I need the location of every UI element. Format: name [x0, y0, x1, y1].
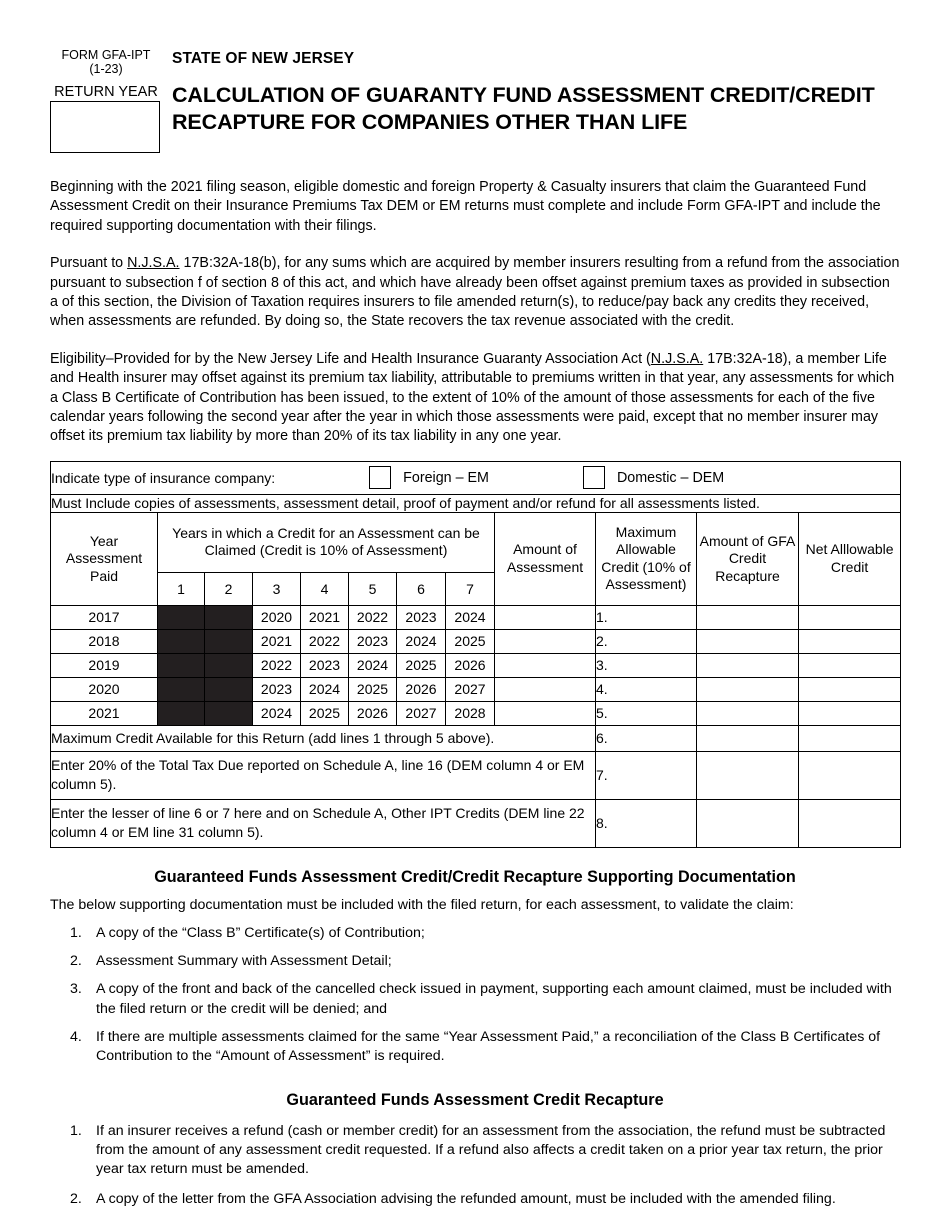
blacked-out-cell: [205, 701, 253, 725]
credit-year-4: 2022: [301, 629, 349, 653]
insurance-type-label: Indicate type of insurance company:: [51, 469, 276, 486]
table-header-row-top: [51, 512, 901, 572]
amount-of-assessment-input[interactable]: [495, 605, 596, 629]
form-number-block: [50, 48, 162, 76]
supporting-docs-list: [50, 924, 900, 1067]
credit-year-4: 2021: [301, 605, 349, 629]
credit-calculation-table: [50, 461, 901, 848]
supporting-docs-intro: The below supporting documentation must be included with the filed return, for each assessment, to validate the claim:: [50, 896, 794, 913]
blacked-out-cell: [158, 629, 205, 653]
credit-recapture-heading: Guaranteed Funds Assessment Credit Recapture: [286, 1090, 664, 1109]
credit-recapture-list: [50, 1122, 900, 1209]
must-include-text: Must Include copies of assessments, assessment detail, proof of payment and/or refund for all assessments listed.: [51, 494, 901, 512]
max-allowable-credit-input[interactable]: 5.: [596, 701, 697, 725]
blacked-out-cell: [158, 701, 205, 725]
summary-line-number-6[interactable]: 6.: [596, 725, 697, 751]
amount-of-assessment-input[interactable]: [495, 629, 596, 653]
net-allowable-credit-input[interactable]: [799, 653, 901, 677]
table-row: [51, 653, 901, 677]
summary-line-number-8[interactable]: 8.: [596, 799, 697, 847]
summary-value-a-7[interactable]: [697, 751, 799, 799]
foreign-em-option[interactable]: [369, 466, 489, 489]
table-row: [51, 677, 901, 701]
blacked-out-cell: [205, 653, 253, 677]
blacked-out-cell: [158, 653, 205, 677]
intro-paragraph-3: [50, 350, 900, 447]
header-net-allowable-credit: Net Alllowable Credit: [799, 512, 901, 605]
credit-year-5: 2023: [349, 629, 397, 653]
summary-row: [51, 725, 901, 751]
state-line: STATE OF NEW JERSEY: [172, 50, 355, 67]
year-assessment-paid: 2019: [51, 653, 158, 677]
table-row: [51, 605, 901, 629]
supporting-documentation-section: [50, 868, 900, 1067]
column-number-2: 2: [205, 572, 253, 605]
list-item: If there are multiple assessments claimed for the same “Year Assessment Paid,” a reconciliation of the Class B Certificates of Contribution to the “Amount of Assessment” is required.: [96, 1029, 881, 1065]
credit-year-3: 2023: [253, 677, 301, 701]
header-maximum-allowable-credit: Maximum Allowable Credit (10% of Assessment): [596, 512, 697, 605]
list-item: A copy of the letter from the GFA Association advising the refunded amount, must be included with the amended filing.: [96, 1190, 836, 1207]
gfa-credit-recapture-input[interactable]: [697, 677, 799, 701]
intro-paragraph-2: [50, 254, 900, 332]
list-item: If an insurer receives a refund (cash or member credit) for an assessment from the association, the refund must be subtracted from the amount of any assessment credit requested. If a refund also affects a credit taken on a prior year tax return, the prior year tax return must be amended.: [96, 1122, 886, 1178]
summary-label-8: Enter the lesser of line 6 or 7 here and on Schedule A, Other IPT Credits (DEM line 22 column 4 or EM line 31 column 5).: [51, 799, 596, 847]
credit-year-5: 2026: [349, 701, 397, 725]
credit-year-4: 2025: [301, 701, 349, 725]
domestic-dem-checkbox[interactable]: [583, 466, 605, 489]
return-year-input[interactable]: [50, 101, 160, 153]
header-years-credit-claimed: Years in which a Credit for an Assessment can be Claimed (Credit is 10% of Assessment): [158, 512, 495, 572]
credit-year-3: 2022: [253, 653, 301, 677]
column-number-5: 5: [349, 572, 397, 605]
blacked-out-cell: [158, 605, 205, 629]
domestic-dem-label: Domestic – DEM: [616, 469, 725, 486]
table-row: [51, 629, 901, 653]
list-item: Assessment Summary with Assessment Detail;: [96, 953, 392, 970]
summary-line-number-7[interactable]: 7.: [596, 751, 697, 799]
credit-recapture-section: [50, 1091, 900, 1209]
header-year-assessment-paid: Year Assessment Paid: [51, 512, 158, 605]
credit-year-3: 2020: [253, 605, 301, 629]
year-assessment-paid: 2021: [51, 701, 158, 725]
page-title: CALCULATION OF GUARANTY FUND ASSESSMENT CREDIT/CREDIT RECAPTURE FOR COMPANIES OTHER THAN LIFE: [172, 83, 875, 134]
credit-year-5: 2022: [349, 605, 397, 629]
list-item: A copy of the “Class B” Certificate(s) of Contribution;: [96, 924, 425, 941]
amount-of-assessment-input[interactable]: [495, 677, 596, 701]
net-allowable-credit-input[interactable]: [799, 629, 901, 653]
credit-year-6: 2025: [397, 653, 446, 677]
header-amount-of-assessment: Amount of Assessment: [495, 512, 596, 605]
summary-value-a-8[interactable]: [697, 799, 799, 847]
intro-paragraph-1: Beginning with the 2021 filing season, eligible domestic and foreign Property & Casualty insurers that claim the Guaranteed Fund Assessment Credit on their Insurance Premiums Tax DEM or EM returns must complete and include Form GFA-IPT and include the required supporting documentation with their filings.: [50, 179, 881, 234]
summary-row: [51, 751, 901, 799]
net-allowable-credit-input[interactable]: [799, 677, 901, 701]
net-allowable-credit-input[interactable]: [799, 605, 901, 629]
foreign-em-checkbox[interactable]: [369, 466, 391, 489]
summary-label-7: Enter 20% of the Total Tax Due reported on Schedule A, line 16 (DEM column 4 or EM column 5).: [51, 751, 596, 799]
foreign-em-label: Foreign – EM: [403, 469, 489, 486]
credit-year-5: 2025: [349, 677, 397, 701]
gfa-credit-recapture-input[interactable]: [697, 629, 799, 653]
credit-year-5: 2024: [349, 653, 397, 677]
list-item: A copy of the front and back of the cancelled check issued in payment, supporting each amount claimed, must be included with the filed return or the credit will be denied; and: [96, 981, 892, 1017]
credit-year-4: 2024: [301, 677, 349, 701]
credit-year-7: 2024: [446, 605, 495, 629]
table-row: [51, 701, 901, 725]
amount-of-assessment-input[interactable]: [495, 701, 596, 725]
gfa-credit-recapture-input[interactable]: [697, 653, 799, 677]
intro-p3-post: 17B:32A-18), a member Life and Health insurer may offset against its premium tax liability, attributable to premiums written in that year, any assessments for which a Class B Certificate of Contribution has been issued, to the extent of 10% of the amount of those assessments for each of the five calendar years following the second year after the year in which those assessments were paid, except that no member insurer may offset its premium tax liability by more than 20% of its tax liability in any one year.: [50, 350, 895, 445]
amount-of-assessment-input[interactable]: [495, 653, 596, 677]
credit-year-6: 2023: [397, 605, 446, 629]
max-allowable-credit-input[interactable]: 1.: [596, 605, 697, 629]
title-block: [172, 50, 902, 136]
max-allowable-credit-input[interactable]: 4.: [596, 677, 697, 701]
intro-p2-post: 17B:32A-18(b), for any sums which are acquired by member insurers resulting from a refund from the association pursuant to subsection f of section 8 of this act, and which have already been offset against premium taxes as provided in subsection a of this section, the Division of Taxation requires insurers to file amended return(s), to reduce/pay back any credits they received, when assessments are refunded. By doing so, the State recovers the tax revenue associated with the credit.: [50, 255, 900, 330]
blacked-out-cell: [158, 677, 205, 701]
max-allowable-credit-input[interactable]: 3.: [596, 653, 697, 677]
must-include-row: [51, 494, 901, 512]
gfa-credit-recapture-input[interactable]: [697, 701, 799, 725]
return-year-label: RETURN YEAR: [54, 84, 158, 100]
credit-year-3: 2021: [253, 629, 301, 653]
credit-year-7: 2028: [446, 701, 495, 725]
statute-citation: N.J.S.A.: [127, 255, 180, 272]
insurance-type-row: [51, 461, 901, 494]
insurance-type-cell: [51, 461, 901, 494]
summary-row: [51, 799, 901, 847]
credit-year-4: 2023: [301, 653, 349, 677]
statute-citation: N.J.S.A.: [650, 350, 704, 367]
form-revision: (1-23): [89, 62, 123, 76]
max-allowable-credit-input[interactable]: 2.: [596, 629, 697, 653]
domestic-dem-option[interactable]: [583, 466, 724, 489]
column-number-4: 4: [301, 572, 349, 605]
year-assessment-paid: 2017: [51, 605, 158, 629]
credit-year-7: 2027: [446, 677, 495, 701]
credit-year-6: 2024: [397, 629, 446, 653]
column-number-7: 7: [446, 572, 495, 605]
summary-value-b-6[interactable]: [799, 725, 901, 751]
credit-year-3: 2024: [253, 701, 301, 725]
column-number-6: 6: [397, 572, 446, 605]
header-gfa-credit-recapture: Amount of GFA Credit Recapture: [697, 512, 799, 605]
year-assessment-paid: 2020: [51, 677, 158, 701]
form-header: [0, 0, 950, 178]
summary-value-b-8[interactable]: [799, 799, 901, 847]
intro-section: [50, 178, 900, 447]
column-number-3: 3: [253, 572, 301, 605]
blacked-out-cell: [205, 605, 253, 629]
credit-year-6: 2027: [397, 701, 446, 725]
net-allowable-credit-input[interactable]: [799, 701, 901, 725]
summary-label-6: Maximum Credit Available for this Return (add lines 1 through 5 above).: [51, 725, 596, 751]
year-assessment-paid: 2018: [51, 629, 158, 653]
credit-year-7: 2025: [446, 629, 495, 653]
intro-p3-pre: Eligibility–Provided for by the New Jersey Life and Health Insurance Guaranty Association Act (: [50, 350, 651, 367]
supporting-docs-heading: Guaranteed Funds Assessment Credit/Credit Recapture Supporting Documentation: [154, 867, 796, 886]
form-number: FORM GFA-IPT: [61, 48, 151, 62]
credit-year-7: 2026: [446, 653, 495, 677]
summary-value-a-6[interactable]: [697, 725, 799, 751]
blacked-out-cell: [205, 629, 253, 653]
credit-year-6: 2026: [397, 677, 446, 701]
blacked-out-cell: [205, 677, 253, 701]
intro-p2-pre: Pursuant to: [50, 255, 128, 272]
column-number-1: 1: [158, 572, 205, 605]
gfa-credit-recapture-input[interactable]: [697, 605, 799, 629]
summary-value-b-7[interactable]: [799, 751, 901, 799]
